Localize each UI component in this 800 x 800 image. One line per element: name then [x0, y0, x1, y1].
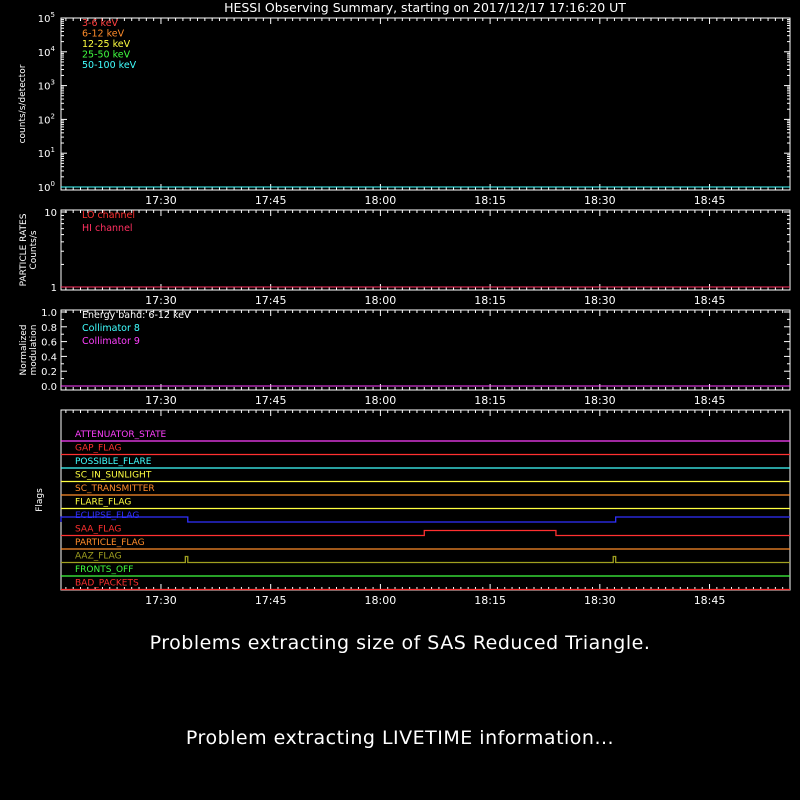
x-tick-label: 18:45 [693, 194, 726, 207]
x-tick-label: 18:30 [583, 594, 616, 607]
y-tick-label [38, 79, 55, 93]
y-tick-label: 1.0 [41, 308, 57, 319]
x-tick-label: 18:15 [474, 194, 506, 207]
y-axis-label-2: Counts/s [29, 230, 39, 270]
panel-2 [19, 208, 790, 307]
livetime-message: Problem extracting LIVETIME information... [185, 727, 615, 749]
y-tick-label [38, 11, 55, 25]
flag-label: SC_TRANSMITTER [75, 484, 155, 494]
y-tick-exponent: 5 [50, 11, 55, 19]
x-tick-label: 17:45 [254, 294, 287, 307]
y-tick-label [38, 45, 56, 59]
x-tick-label: 18:00 [364, 194, 397, 207]
y-tick-exponent: 3 [50, 78, 55, 87]
y-tick-exponent: 2 [50, 112, 55, 121]
x-tick-label: 18:45 [693, 594, 726, 607]
flag-line [61, 557, 790, 563]
x-tick-label: 17:30 [145, 594, 177, 607]
flag-label: SAA_FLAG [75, 524, 122, 535]
y-tick-label: 0.8 [41, 322, 57, 334]
x-tick-label: 17:30 [145, 294, 177, 307]
x-tick-label: 18:45 [693, 394, 726, 407]
x-tick-label: 18:00 [364, 294, 397, 307]
plot-frame [61, 18, 790, 190]
y-tick-label [38, 180, 55, 194]
panel-1 [18, 11, 790, 207]
y-tick-base: 10 [37, 81, 51, 93]
x-tick-label: 18:45 [693, 294, 726, 307]
x-tick-label: 17:45 [254, 394, 287, 407]
y-tick-base: 10 [37, 14, 51, 25]
y-tick-label: 10 [44, 208, 57, 219]
y-tick-base: 10 [37, 47, 51, 59]
flag-label: FRONTS_OFF [75, 565, 134, 575]
legend-entry: 25-50 keV [82, 49, 131, 61]
flag-label: SC_IN_SUNLIGHT [75, 470, 152, 481]
y-tick-exponent: 0 [50, 180, 55, 188]
plot-frame [61, 310, 790, 390]
energy-band-annotation: Energy band: 6-12 keV [82, 310, 191, 321]
legend-entry: Collimator 8 [82, 323, 140, 334]
x-tick-label: 17:45 [254, 194, 287, 207]
x-tick-label: 17:30 [145, 194, 177, 207]
flag-label: ATTENUATOR_STATE [75, 430, 167, 440]
panel-4 [35, 410, 790, 607]
y-tick-label: 0.2 [41, 367, 57, 379]
x-tick-label: 17:45 [254, 594, 287, 607]
flag-label: POSSIBLE_FLARE [75, 457, 152, 467]
y-tick-label: 0.6 [41, 337, 57, 349]
y-tick-base: 10 [37, 183, 51, 194]
y-tick-label [38, 146, 55, 160]
flag-line [61, 531, 790, 536]
legend-entry: LO channel [82, 210, 136, 221]
y-axis-label: PARTICLE RATES [19, 213, 29, 287]
legend-entry: 50-100 keV [82, 60, 137, 71]
y-axis-label: Normalized [19, 324, 29, 376]
x-tick-label: 18:30 [583, 394, 616, 407]
figure-title: HESSI Observing Summary, starting on 2017/12/17 17:16:20 UT [224, 0, 626, 15]
y-axis-label: Flags [35, 488, 45, 512]
plot-frame [61, 210, 790, 290]
flag-label: ECLIPSE_FLAG [75, 511, 140, 521]
x-tick-label: 18:15 [474, 594, 506, 607]
x-tick-label: 18:00 [364, 394, 397, 407]
flag-label: AAZ_FLAG [75, 551, 122, 562]
legend-entry: HI channel [82, 223, 133, 234]
x-tick-label: 18:15 [474, 294, 506, 307]
legend-entry: 3-6 keV [82, 18, 119, 29]
y-tick-label: 0.0 [41, 382, 57, 393]
x-tick-label: 18:30 [583, 194, 616, 207]
legend-entry: 6-12 keV [82, 28, 125, 40]
panel-3 [19, 308, 790, 407]
legend-entry: Collimator 9 [82, 336, 140, 347]
legend-entry: 12-25 keV [82, 39, 131, 50]
y-axis-label: counts/s/detector [18, 64, 28, 144]
sas-message: Problems extracting size of SAS Reduced Triangle. [149, 632, 651, 654]
flag-line [61, 517, 790, 522]
x-tick-label: 17:30 [145, 394, 177, 407]
flag-label: GAP_FLAG [75, 443, 122, 454]
y-tick-base: 10 [37, 115, 51, 127]
x-tick-label: 18:00 [364, 594, 397, 607]
y-tick-base: 10 [37, 149, 51, 161]
y-axis-label-2: modulation [29, 324, 39, 376]
flag-label: BAD_PACKETS [75, 578, 139, 589]
y-tick-exponent: 4 [50, 44, 55, 53]
x-tick-label: 18:30 [583, 294, 616, 307]
y-tick-exponent: 1 [50, 146, 55, 155]
y-tick-label: 0.4 [41, 352, 57, 364]
flag-label: PARTICLE_FLAG [75, 538, 145, 548]
x-tick-label: 18:15 [474, 394, 506, 407]
y-tick-label [38, 112, 55, 126]
y-tick-label: 1 [50, 283, 57, 294]
flag-label: FLARE_FLAG [75, 497, 132, 508]
